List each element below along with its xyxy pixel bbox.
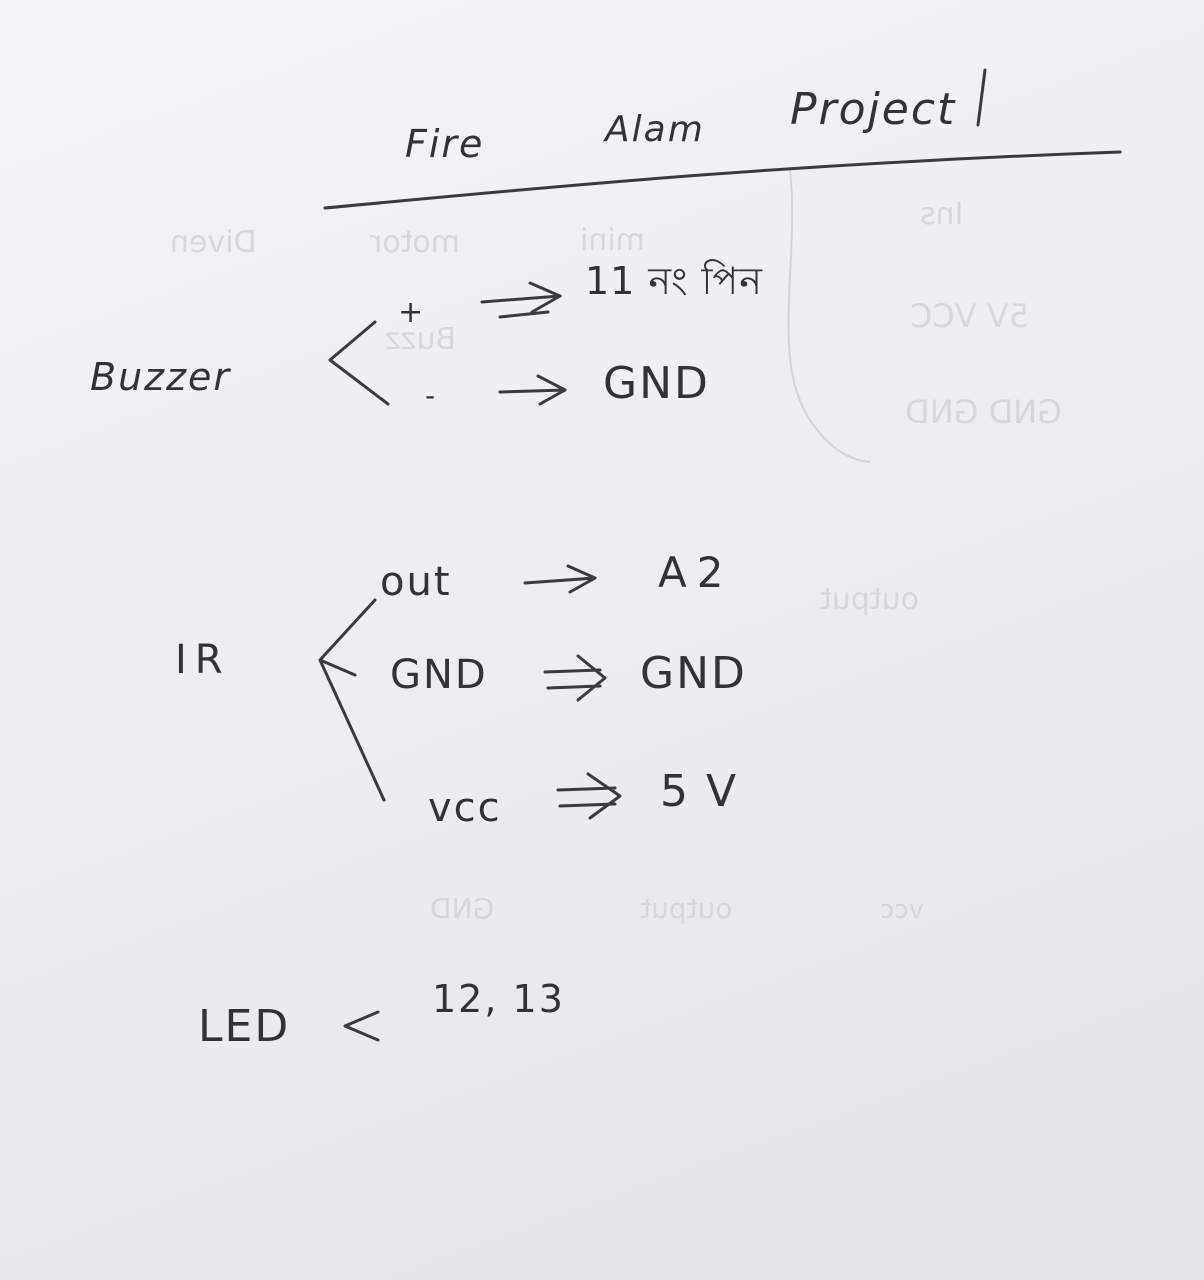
bleed-through-mark: Buzz — [385, 322, 457, 357]
buzzer-plus-sign: + — [398, 295, 426, 330]
led-pins: 12, 13 — [432, 977, 565, 1021]
title-word-alam: Alam — [605, 109, 705, 150]
bleed-through-mark: motor — [370, 225, 461, 260]
ir-out-target: A2 — [658, 548, 734, 597]
bleed-through-mark: GND — [430, 892, 495, 925]
bleed-through-mark: mini — [580, 223, 645, 258]
buzzer-plus-arrow — [482, 283, 560, 317]
ir-bracket — [320, 600, 384, 800]
bleed-through-line — [788, 170, 870, 462]
led-bracket — [345, 1012, 378, 1040]
bleed-through-mark: output — [820, 582, 919, 617]
ir-out-arrow — [525, 566, 595, 592]
bleed-through-mark: 5V VCC — [910, 297, 1029, 335]
led-label: LED — [198, 1001, 291, 1052]
bleed-through-mark: Diven — [170, 225, 257, 260]
ir-vcc-target: 5 V — [660, 766, 739, 817]
ir-gnd-label: GND — [390, 652, 488, 698]
bleed-through-mark: GND GND — [905, 393, 1062, 431]
ir-out-label: out — [380, 559, 452, 605]
bleed-through-mark: output — [640, 892, 733, 925]
ir-vcc-label: vcc — [428, 785, 502, 831]
bleed-through-mark: vcc — [880, 895, 924, 925]
buzzer-minus-target: GND — [603, 358, 710, 409]
ir-gnd-arrow — [545, 656, 605, 700]
buzzer-minus-arrow — [500, 376, 565, 404]
ir-label: IR — [175, 637, 231, 683]
ir-vcc-arrow — [558, 774, 620, 818]
buzzer-plus-target: 11 নং পিন — [585, 259, 763, 303]
title-word-fire: Fire — [405, 122, 485, 166]
buzzer-bracket — [330, 322, 388, 404]
title-word-project: Project — [790, 84, 957, 135]
buzzer-label: Buzzer — [90, 355, 232, 399]
title-t-stroke — [978, 70, 985, 125]
buzzer-minus-sign: - — [425, 379, 438, 412]
bleed-through-mark: Ins — [920, 197, 964, 232]
ir-gnd-target: GND — [640, 648, 747, 699]
